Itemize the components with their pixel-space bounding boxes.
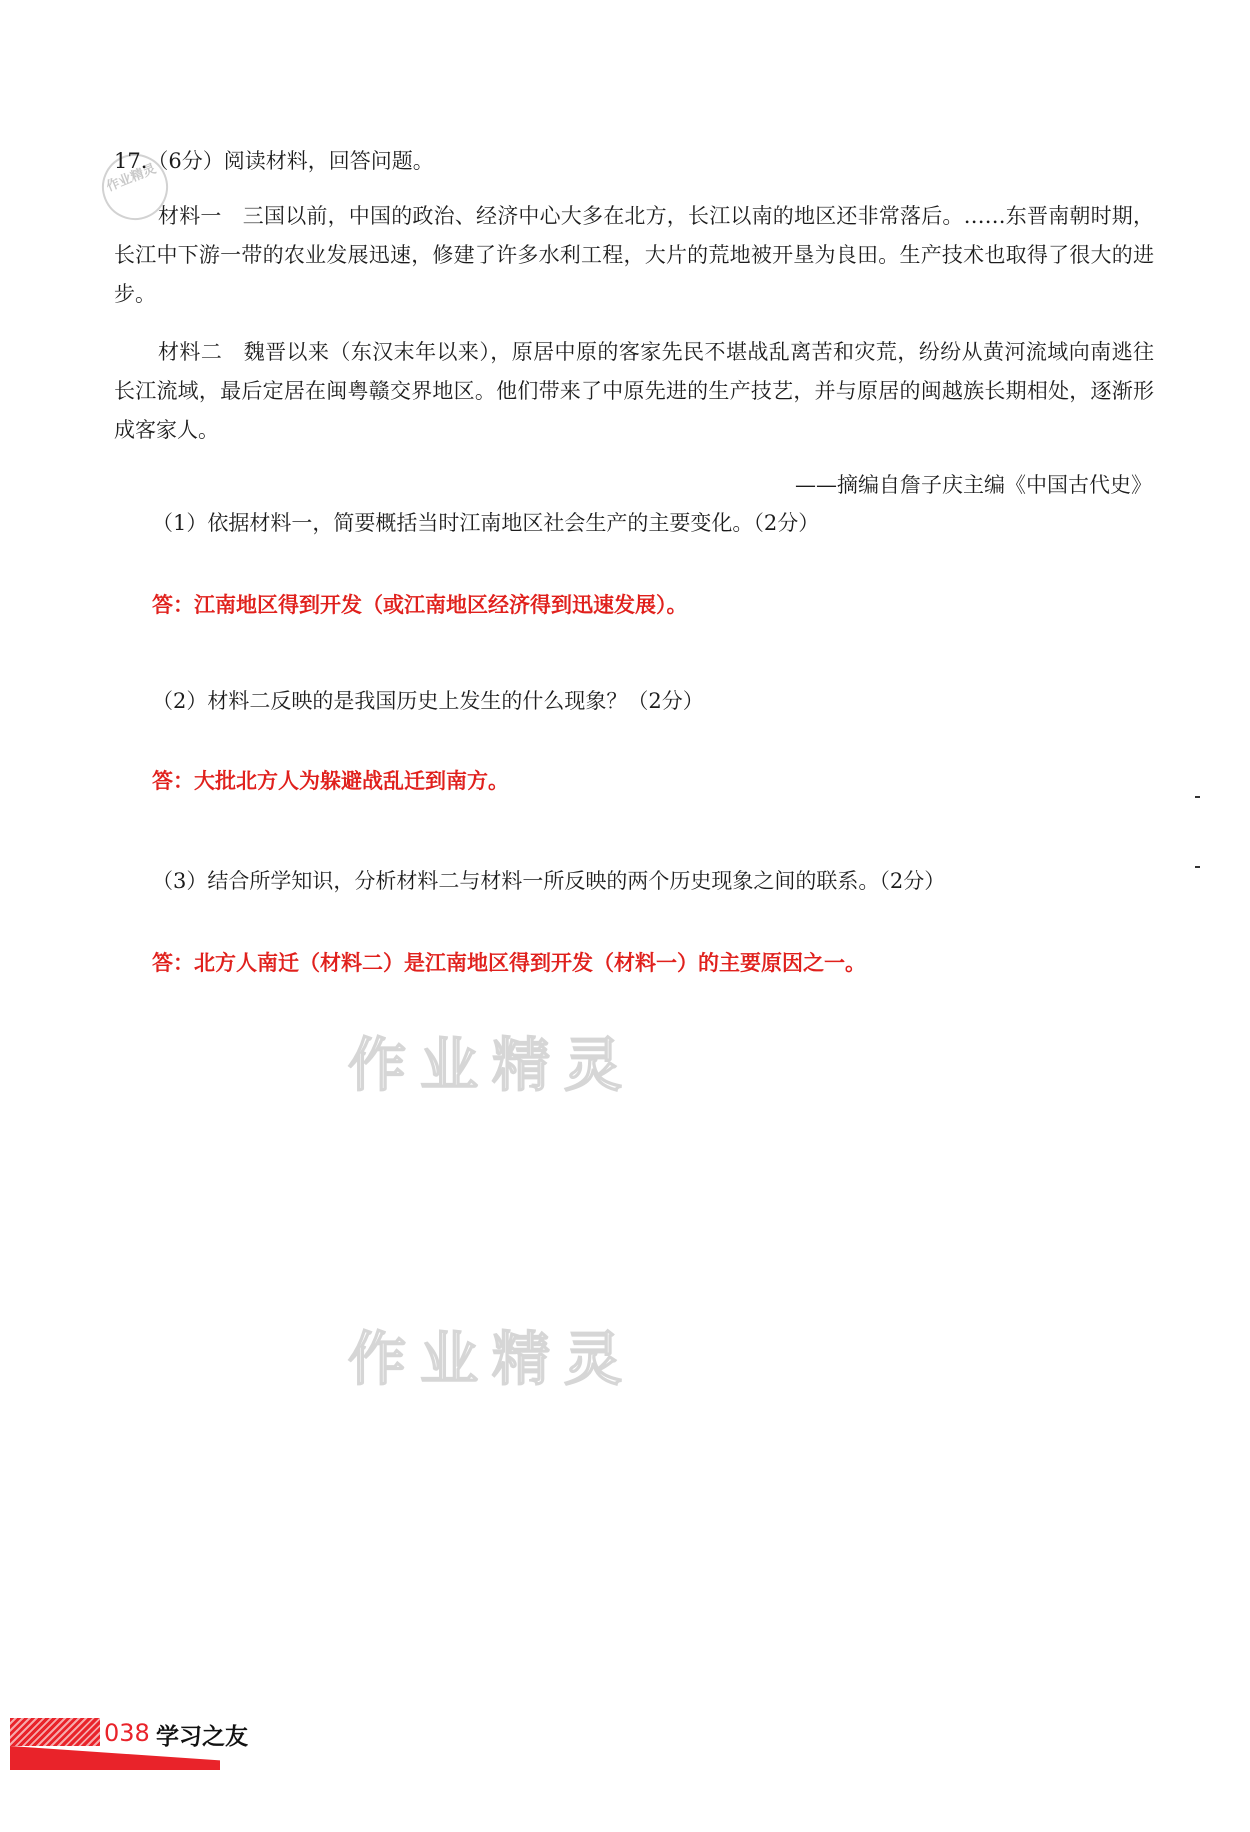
watermark-stamp: 作业精灵: [92, 144, 178, 230]
material-two: 材料二 魏晋以来（东汉末年以来），原居中原的客家先民不堪战乱离苦和灾荒，纷纷从黄河流域向南逃往长江流域，最后定居在闽粤赣交界地区。他们带来了中原先进的生产技艺，并与原居的闽越族长期相处，逐渐形成客家人。: [114, 340, 1154, 442]
watermark-text-lower: 作业精灵: [348, 1325, 637, 1393]
scan-mark: [1195, 796, 1200, 798]
book-brand: 学习之友: [156, 1723, 248, 1750]
material-one: 材料一 三国以前，中国的政治、经济中心大多在北方，长江以南的地区还非常落后。……东晋南朝时期，长江中下游一带的农业发展迅速，修建了许多水利工程，大片的荒地被开垦为良田。生产技术也取得了很大的进步。: [114, 204, 1154, 306]
question-title: 17.（6分）阅读材料，回答问题。: [114, 149, 434, 173]
answer-2: 答：大批北方人为躲避战乱迁到南方。: [152, 769, 509, 793]
material-source: ——摘编自詹子庆主编《中国古代史》: [795, 473, 1152, 497]
sub-question-3: （3）结合所学知识，分析材料二与材料一所反映的两个历史现象之间的联系。（2分）: [152, 869, 946, 893]
sub-question-2: （2）材料二反映的是我国历史上发生的什么现象？（2分）: [152, 689, 704, 713]
watermark-text-upper: 作业精灵: [348, 1031, 637, 1099]
page-number: 038: [104, 1719, 150, 1747]
footer-decoration-stripes: [10, 1718, 100, 1746]
sub-question-1: （1）依据材料一，简要概括当时江南地区社会生产的主要变化。（2分）: [152, 511, 820, 535]
answer-3: 答：北方人南迁（材料二）是江南地区得到开发（材料一）的主要原因之一。: [152, 951, 866, 975]
scan-mark: [1195, 866, 1200, 868]
answer-1: 答：江南地区得到开发（或江南地区经济得到迅速发展）。: [152, 593, 688, 617]
